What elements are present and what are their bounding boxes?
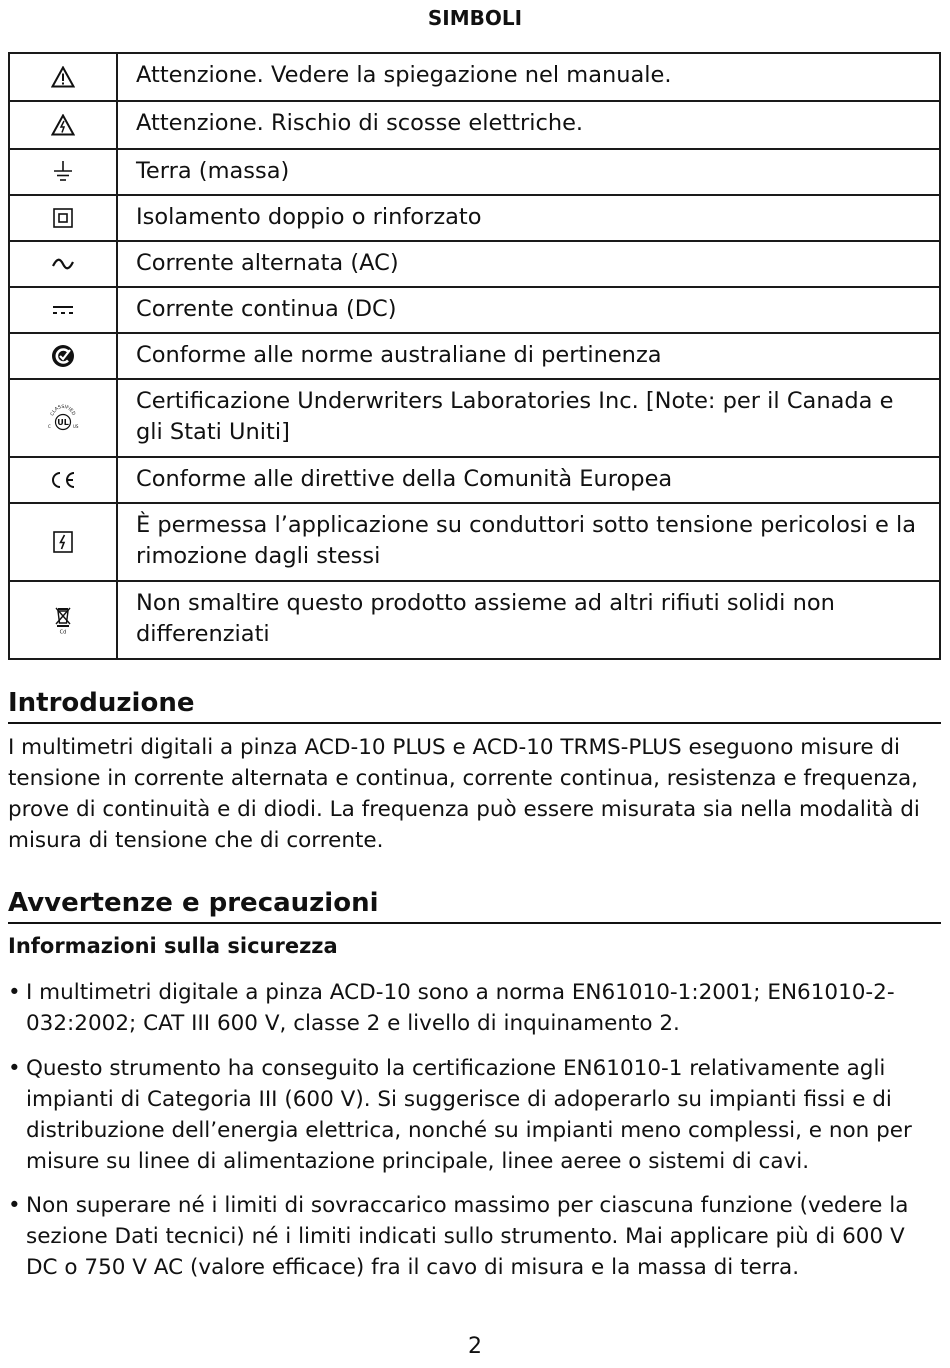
bullet-icon: •: [8, 1056, 21, 1081]
symbol-description: Certificazione Underwriters Laboratories Inc. [Note: per il Canada e gli Stati Uniti]: [117, 379, 940, 457]
live-conductor-icon: [53, 531, 73, 553]
svg-text:CLASSIFIED: CLASSIFIED: [50, 404, 76, 417]
safety-subheading: Informazioni sulla sicurezza: [8, 934, 338, 958]
symbol-description: Isolamento doppio o rinforzato: [117, 195, 940, 241]
table-row: [9, 287, 940, 333]
bullet-text: Non superare né i limiti di sovraccarico massimo per ciascuna funzione (vedere la sezione Dati tecnici) né i limiti indicati sullo strumento. Mai applicare più di 600 V DC o 750 V AC (valore efficace) fra il cavo di misura e la massa di terra.: [26, 1193, 909, 1280]
table-row: [9, 581, 940, 659]
table-row: [9, 149, 940, 195]
symbol-cell: [9, 379, 117, 457]
symbol-cell: [9, 503, 117, 581]
table-row: [9, 101, 940, 149]
table-row: [9, 241, 940, 287]
ac-current-icon: [51, 257, 75, 271]
electric-shock-warning-icon: [51, 114, 75, 136]
introduction-body: I multimetri digitali a pinza ACD-10 PLUS e ACD-10 TRMS-PLUS eseguono misure di tensione in corrente alternata e continua, corrente continua, resistenza e frequenza, prove di continuità e di diodi. La frequenza può essere misurata sia nella modalità di misura di tensione che di corrente.: [8, 735, 920, 853]
symbol-cell: [9, 149, 117, 195]
introduction-heading: Introduzione: [8, 686, 941, 724]
symbols-table: [8, 52, 941, 660]
symbol-description: Conforme alle norme australiane di pertinenza: [117, 333, 940, 379]
warnings-heading: Avvertenze e precauzioni: [8, 886, 941, 924]
c-tick-mark-icon: [51, 344, 75, 368]
list-item: [8, 1053, 943, 1177]
symbol-description: Attenzione. Rischio di scosse elettriche.: [117, 101, 940, 149]
table-row: [9, 195, 940, 241]
symbol-description: Corrente alternata (AC): [117, 241, 940, 287]
symbol-description: Attenzione. Vedere la spiegazione nel manuale.: [117, 53, 940, 101]
table-row: [9, 53, 940, 101]
ground-icon: [52, 160, 74, 184]
table-row: [9, 379, 940, 457]
list-item: [8, 977, 943, 1039]
svg-text:US: US: [73, 424, 79, 429]
page-title: SIMBOLI: [427, 6, 523, 30]
symbol-cell: [9, 241, 117, 287]
bullet-text: I multimetri digitale a pinza ACD-10 sono a norma EN61010-1:2001; EN61010-2-032:2002; CAT III 600 V, classe 2 e livello di inquinamento 2.: [26, 980, 895, 1036]
bullet-icon: •: [8, 980, 21, 1005]
bullet-text: Questo strumento ha conseguito la certificazione EN61010-1 relativamente agli impianti di Categoria III (600 V). Si suggerisce di adoperarlo su impianti fissi e di distribuzione dell’energia elettrica, nonché su impianti meno complessi, e non per misure su linee di alimentazione principale, linee aeree o sistemi di cavi.: [26, 1056, 912, 1174]
symbol-cell: [9, 53, 117, 101]
ul-classified-icon: [44, 403, 82, 433]
ce-mark-icon: [48, 470, 78, 490]
symbol-description: È permessa l’applicazione su conduttori sotto tensione pericolosi e la rimozione dagli stessi: [117, 503, 940, 581]
symbol-description: Conforme alle direttive della Comunità Europea: [117, 457, 940, 503]
page-number: 2: [468, 1334, 482, 1359]
svg-text:C: C: [48, 424, 51, 429]
dc-current-icon: [51, 304, 75, 316]
symbol-cell: [9, 581, 117, 659]
table-row: [9, 457, 940, 503]
crossed-bin-icon: [53, 605, 73, 635]
symbol-cell: [9, 195, 117, 241]
warning-triangle-icon: [51, 66, 75, 88]
symbol-cell: [9, 457, 117, 503]
svg-text:Cd: Cd: [59, 629, 67, 635]
double-insulation-icon: [53, 208, 73, 228]
table-row: [9, 333, 940, 379]
table-row: [9, 503, 940, 581]
bullet-icon: •: [8, 1193, 21, 1218]
svg-text:UL: UL: [57, 418, 69, 427]
symbol-description: Non smaltire questo prodotto assieme ad altri rifiuti solidi non differenziati: [117, 581, 940, 659]
symbol-cell: [9, 287, 117, 333]
list-item: [8, 1190, 943, 1283]
symbol-description: Terra (massa): [117, 149, 940, 195]
symbol-cell: [9, 101, 117, 149]
symbol-cell: [9, 333, 117, 379]
symbol-description: Corrente continua (DC): [117, 287, 940, 333]
